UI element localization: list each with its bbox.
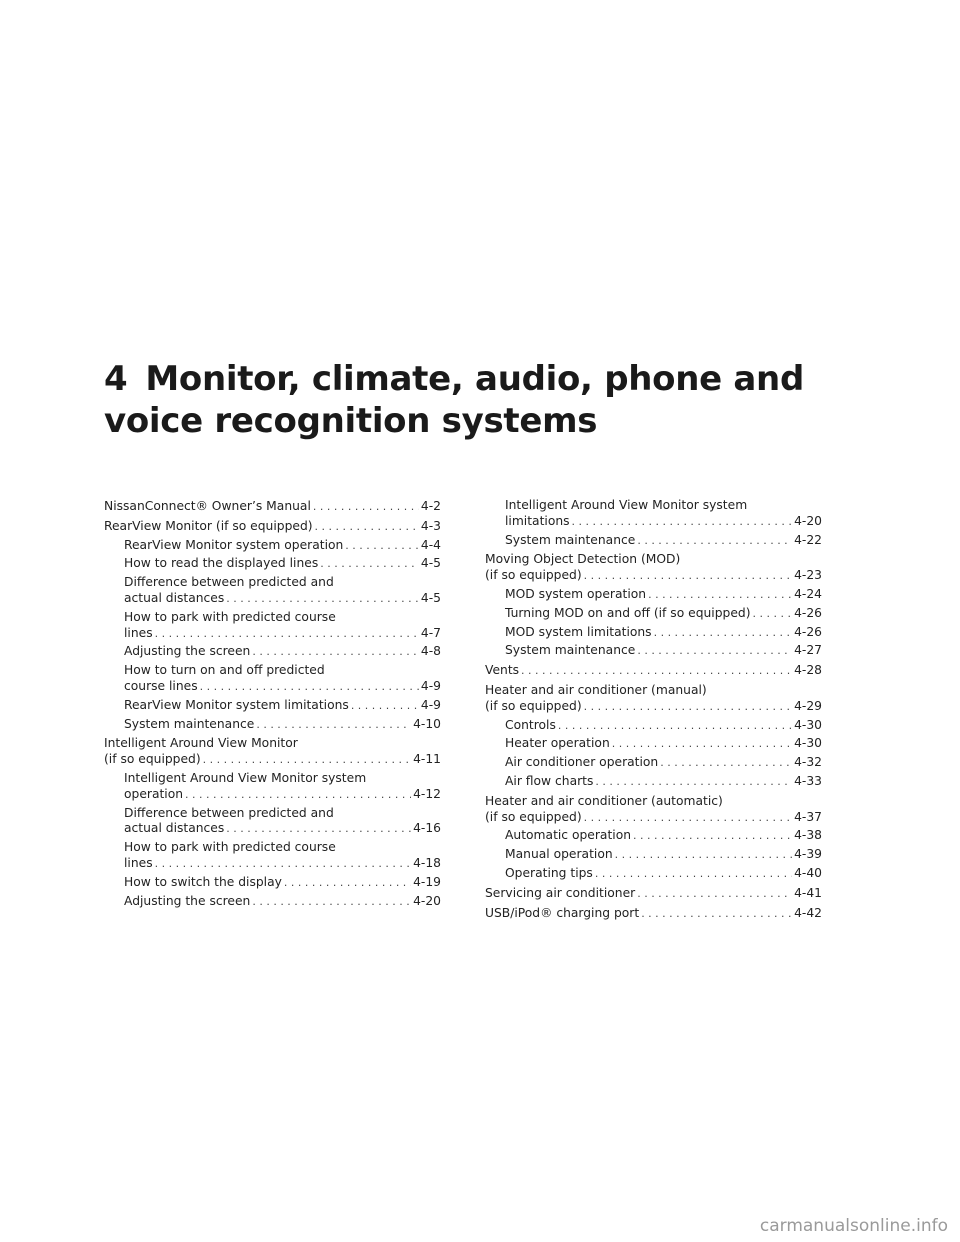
dot-leader xyxy=(637,533,792,549)
toc-entry-line xyxy=(124,698,441,714)
toc-entry-title: Air flow charts xyxy=(505,773,594,788)
toc-entry[interactable] xyxy=(485,866,822,882)
toc-entry[interactable] xyxy=(485,533,822,549)
toc-entry[interactable] xyxy=(104,771,441,803)
toc-entry-title: Turning MOD on and off (if so equipped) xyxy=(505,605,751,620)
toc-entry-line xyxy=(485,886,822,902)
toc-left-column xyxy=(104,495,441,909)
toc-entry-title: RearView Monitor system operation xyxy=(124,537,344,552)
toc-page-number: 4-20 xyxy=(794,513,822,528)
toc-entry[interactable] xyxy=(485,552,822,584)
toc-entry[interactable] xyxy=(104,556,441,572)
toc-right-column xyxy=(485,495,822,921)
toc-entry[interactable] xyxy=(104,610,441,642)
toc-page-number: 4-10 xyxy=(413,716,441,731)
toc-entry-title: Vents xyxy=(485,663,520,678)
toc-entry[interactable] xyxy=(485,718,822,734)
toc-entry[interactable] xyxy=(104,519,441,535)
dot-leader xyxy=(637,643,792,659)
toc-entry[interactable] xyxy=(485,774,822,790)
toc-entry-line xyxy=(485,699,822,715)
toc-entry-line xyxy=(505,514,822,530)
toc-entry-line xyxy=(104,752,441,768)
toc-entry-title-line1: Heater and air conditioner (manual) xyxy=(485,682,707,697)
toc-entry-line xyxy=(505,736,822,752)
toc-entry-title: (if so equipped) xyxy=(485,698,582,713)
toc-page-number: 4-33 xyxy=(794,773,822,788)
toc-entry-title: How to switch the display xyxy=(124,874,282,889)
toc-page-number: 4-20 xyxy=(413,893,441,908)
toc-page-number: 4-8 xyxy=(420,644,441,659)
toc-entry-title: Air conditioner operation xyxy=(505,755,659,770)
toc-page-number: 4-37 xyxy=(794,809,822,824)
toc-entry-line xyxy=(124,679,441,695)
toc-page-number: 4-41 xyxy=(794,885,822,900)
dot-leader xyxy=(660,755,792,771)
toc-entry-line xyxy=(124,644,441,660)
toc-entry-title: System maintenance xyxy=(505,532,636,547)
toc-entry-line xyxy=(505,755,822,771)
toc-entry-line xyxy=(505,625,822,641)
toc-entry-line xyxy=(124,717,441,733)
toc-page-number: 4-9 xyxy=(420,697,441,712)
toc-entry-title: Operating tips xyxy=(505,865,593,880)
dot-leader xyxy=(584,810,792,826)
dot-leader xyxy=(558,718,792,734)
toc-page-number: 4-26 xyxy=(794,624,822,639)
toc-entry[interactable] xyxy=(485,606,822,622)
toc-page-number: 4-40 xyxy=(794,865,822,880)
toc-entry-title: (if so equipped) xyxy=(485,809,582,824)
toc-entry[interactable] xyxy=(104,663,441,695)
dot-leader xyxy=(252,894,411,910)
toc-entry-line xyxy=(124,591,441,607)
dot-leader xyxy=(615,847,792,863)
toc-entry-line xyxy=(104,499,441,515)
dot-leader xyxy=(315,519,419,535)
toc-entry-title: Servicing air conditioner xyxy=(485,885,636,900)
toc-page-number: 4-5 xyxy=(420,590,441,605)
toc-entry-line xyxy=(124,894,441,910)
toc-entry-line xyxy=(505,718,822,734)
dot-leader xyxy=(521,663,792,679)
toc-entry-title-line1: How to park with predicted course xyxy=(124,840,336,855)
toc-entry-title: RearView Monitor system limitations xyxy=(124,697,349,712)
toc-entry[interactable] xyxy=(104,840,441,872)
dot-leader xyxy=(256,717,411,733)
toc-entry-title: actual distances xyxy=(124,590,225,605)
dot-leader xyxy=(345,538,419,554)
toc-entry-line xyxy=(485,906,822,922)
toc-entry-title-line1: Intelligent Around View Monitor system xyxy=(124,770,367,785)
toc-entry[interactable] xyxy=(104,575,441,607)
toc-entry-title: Adjusting the screen xyxy=(124,893,251,908)
dot-leader xyxy=(155,626,419,642)
toc-entry-title: Manual operation xyxy=(505,847,613,862)
toc-entry-line xyxy=(124,556,441,572)
toc-entry-title: Adjusting the screen xyxy=(124,644,251,659)
toc-entry[interactable] xyxy=(104,806,441,838)
toc-entry[interactable] xyxy=(485,587,822,603)
toc-entry[interactable] xyxy=(104,894,441,910)
dot-leader xyxy=(654,625,793,641)
toc-entry[interactable] xyxy=(485,886,822,902)
dot-leader xyxy=(155,856,411,872)
toc-page-number: 4-28 xyxy=(794,663,822,678)
chapter-title-line2: voice recognition systems xyxy=(104,401,598,441)
dot-leader xyxy=(284,875,411,891)
chapter-title-line1 xyxy=(104,358,864,400)
dot-leader xyxy=(637,886,792,902)
dot-leader xyxy=(351,698,419,714)
toc-entry-line xyxy=(505,866,822,882)
toc-entry-line xyxy=(485,568,822,584)
toc-page-number: 4-7 xyxy=(420,625,441,640)
toc-entry-line xyxy=(124,821,441,837)
toc-page-number: 4-38 xyxy=(794,828,822,843)
toc-entry-title-line1: Intelligent Around View Monitor system xyxy=(505,498,748,512)
toc-page-number: 4-22 xyxy=(794,532,822,547)
dot-leader xyxy=(584,568,792,584)
toc-entry-line xyxy=(485,663,822,679)
toc-page-number: 4-29 xyxy=(794,698,822,713)
toc-entry[interactable] xyxy=(104,698,441,714)
toc-entry-title: USB/iPod® charging port xyxy=(485,905,640,920)
toc-page-number: 4-30 xyxy=(794,736,822,751)
chapter-title-text1: Monitor, climate, audio, phone and xyxy=(145,359,804,399)
watermark: carmanualsonline.info xyxy=(759,1216,948,1236)
toc-entry-title-line1: Heater and air conditioner (automatic) xyxy=(485,793,723,808)
toc-page-number: 4-26 xyxy=(794,605,822,620)
toc-page-number: 4-12 xyxy=(413,786,441,801)
toc-entry-title: NissanConnect® Owner’s Manual xyxy=(104,499,311,513)
chapter-title xyxy=(104,358,864,442)
toc-entry-title: Controls xyxy=(505,717,556,732)
chapter-number: 4 xyxy=(104,359,128,399)
dot-leader xyxy=(226,591,419,607)
toc-page-number: 4-39 xyxy=(794,847,822,862)
toc-page-number: 4-27 xyxy=(794,643,822,658)
dot-leader xyxy=(595,866,792,882)
toc-page-number: 4-3 xyxy=(420,518,441,533)
toc-page-number: 4-42 xyxy=(794,905,822,920)
toc-entry[interactable] xyxy=(104,499,441,515)
toc-entry-title: operation xyxy=(124,786,184,801)
toc-entry-title: limitations xyxy=(505,513,570,528)
toc-entry-title: System maintenance xyxy=(124,716,255,731)
toc-entry-title-line1: Moving Object Detection (MOD) xyxy=(485,552,681,567)
toc-entry[interactable] xyxy=(485,847,822,863)
dot-leader xyxy=(641,906,792,922)
toc-entry-line xyxy=(505,774,822,790)
toc-entry-line xyxy=(505,847,822,863)
toc-entry-line xyxy=(124,856,441,872)
toc-entry-title: lines xyxy=(124,855,153,870)
toc-entry[interactable] xyxy=(485,683,822,715)
toc-entry-line xyxy=(505,587,822,603)
toc-entry[interactable] xyxy=(485,736,822,752)
toc-entry-title-line1: How to turn on and off predicted xyxy=(124,663,325,678)
toc-entry[interactable] xyxy=(104,875,441,891)
dot-leader xyxy=(648,587,792,603)
toc-entry-title: MOD system operation xyxy=(505,586,647,601)
toc-entry-title-line1: Intelligent Around View Monitor xyxy=(104,736,298,751)
toc-entry-line xyxy=(505,828,822,844)
dot-leader xyxy=(185,787,411,803)
toc-entry-title: course lines xyxy=(124,678,198,693)
toc-entry-line xyxy=(505,606,822,622)
dot-leader xyxy=(313,499,419,515)
dot-leader xyxy=(584,699,792,715)
toc-entry[interactable] xyxy=(104,717,441,733)
toc-entry-title: lines xyxy=(124,625,153,640)
toc-page-number: 4-18 xyxy=(413,855,441,870)
toc-entry-line xyxy=(124,626,441,642)
toc-entry-line xyxy=(505,643,822,659)
toc-entry-line xyxy=(124,787,441,803)
toc-page-number: 4-11 xyxy=(413,752,441,767)
toc-entry-line xyxy=(505,533,822,549)
toc-entry-title: Automatic operation xyxy=(505,828,632,843)
dot-leader xyxy=(595,774,792,790)
toc-entry-line xyxy=(485,810,822,826)
dot-leader xyxy=(320,556,419,572)
toc-page-number: 4-24 xyxy=(794,586,822,601)
toc-entry-title: (if so equipped) xyxy=(104,752,201,767)
toc-entry[interactable] xyxy=(485,663,822,679)
dot-leader xyxy=(226,821,411,837)
toc-entry-title-line1: Difference between predicted and xyxy=(124,575,334,590)
toc-page-number: 4-9 xyxy=(420,678,441,693)
toc-entry[interactable] xyxy=(485,498,822,530)
dot-leader xyxy=(572,514,793,530)
dot-leader xyxy=(633,828,792,844)
toc-page-number: 4-32 xyxy=(794,755,822,770)
toc-page-number: 4-16 xyxy=(413,821,441,836)
toc-entry-title: RearView Monitor (if so equipped) xyxy=(104,518,313,533)
dot-leader xyxy=(252,644,419,660)
toc-entry[interactable] xyxy=(485,794,822,826)
toc-page-number: 4-23 xyxy=(794,568,822,583)
toc-entry[interactable] xyxy=(104,538,441,554)
toc-entry-title: Heater operation xyxy=(505,736,610,751)
toc-page-number: 4-30 xyxy=(794,717,822,732)
dot-leader xyxy=(612,736,792,752)
toc-entry[interactable] xyxy=(485,625,822,641)
toc-entry-title: actual distances xyxy=(124,821,225,836)
toc-entry[interactable] xyxy=(485,828,822,844)
toc-page-number: 4-5 xyxy=(420,556,441,571)
toc-entry-title: System maintenance xyxy=(505,643,636,658)
toc-entry[interactable] xyxy=(485,755,822,771)
toc-page-number: 4-19 xyxy=(413,874,441,889)
toc-entry-line xyxy=(124,875,441,891)
toc-entry[interactable] xyxy=(104,736,441,768)
toc-entry-title-line1: Difference between predicted and xyxy=(124,805,334,820)
toc-entry-title: MOD system limitations xyxy=(505,624,652,639)
toc-entry-title: How to read the displayed lines xyxy=(124,556,319,571)
toc-entry[interactable] xyxy=(104,644,441,660)
dot-leader xyxy=(203,752,411,768)
toc-entry[interactable] xyxy=(485,643,822,659)
dot-leader xyxy=(753,606,793,622)
toc-page-number: 4-4 xyxy=(420,537,441,552)
toc-entry-title-line1: How to park with predicted course xyxy=(124,609,336,624)
toc-entry-line xyxy=(104,519,441,535)
toc-entry-line xyxy=(124,538,441,554)
toc-entry-title: (if so equipped) xyxy=(485,568,582,583)
toc-page-number: 4-2 xyxy=(420,499,441,513)
dot-leader xyxy=(200,679,419,695)
toc-entry[interactable] xyxy=(485,906,822,922)
